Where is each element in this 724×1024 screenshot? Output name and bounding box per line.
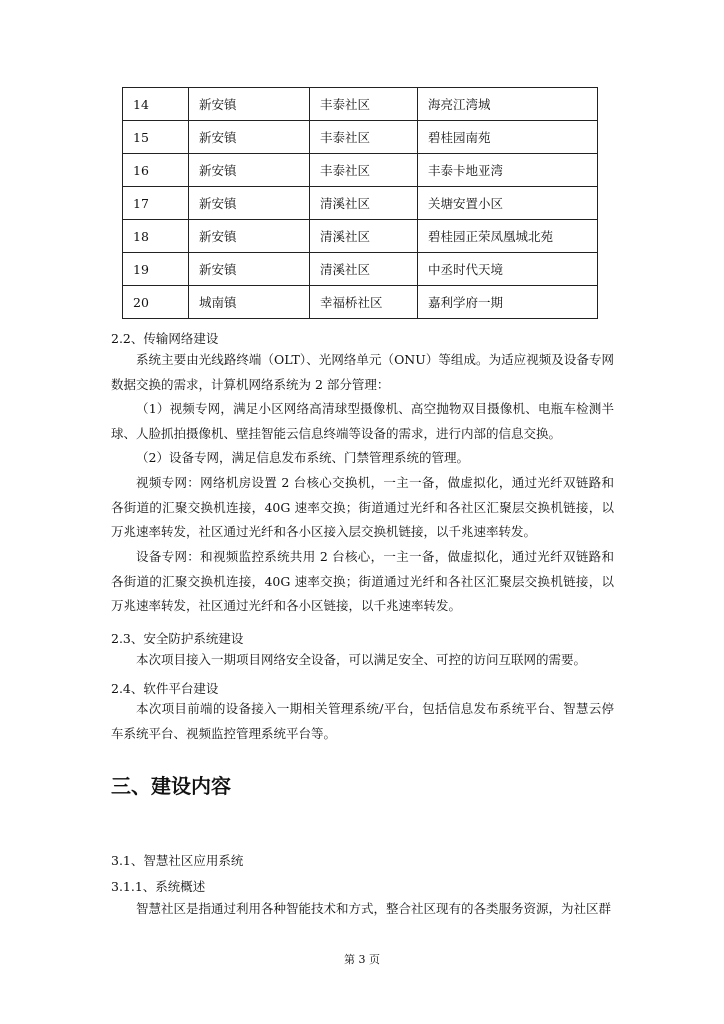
section-2-2-heading: 2.2、传输网络建设 [111,331,219,346]
section-2-2-para-4: 视频专网：网络机房设置 2 台核心交换机，一主一备，做虚拟化，通过光纤双链路和各街道的汇聚交换机连接，40G 速率交换；街道通过光纤和各社区汇聚层交换机链接，以万兆速率转发，社区通过光纤和各小区接入层交换机链接，以千兆速率转发。 [111,475,614,540]
section-3-1-1-para-1: 智慧社区是指通过利用各种智能技术和方式，整合社区现有的各类服务资源，为社区群 [136,901,612,916]
table-cell: 碧桂园正荣凤凰城北苑 [418,220,598,253]
table-row [123,253,598,286]
table-row [123,121,598,154]
section-2-2-para-1: 系统主要由光线路终端（OLT）、光网络单元（ONU）等组成。为适应视频及设备专网数据交换的需求，计算机网络系统为 2 部分管理： [111,352,614,392]
table-cell: 18 [123,220,189,253]
table-cell: 清溪社区 [310,253,418,286]
section-3-1-1-heading: 3.1.1、系统概述 [111,879,206,894]
table-cell: 清溪社区 [310,187,418,220]
section-2-2-para-2: （1）视频专网，满足小区网络高清球型摄像机、高空抛物双目摄像机、电瓶车检测半球、人脸抓拍摄像机、壁挂智能云信息终端等设备的需求，进行内部的信息交换。 [111,401,614,441]
table-row [123,220,598,253]
table-cell: 新安镇 [189,88,310,121]
table-cell: 15 [123,121,189,154]
table-cell: 新安镇 [189,121,310,154]
table-cell: 丰泰卡地亚湾 [418,154,598,187]
table-cell: 嘉利学府一期 [418,286,598,319]
table-cell: 丰泰社区 [310,154,418,187]
table-row [123,286,598,319]
page-number: 第 3 页 [344,953,380,966]
table-cell: 海亮江湾城 [418,88,598,121]
table-cell: 幸福桥社区 [310,286,418,319]
chapter-3-title: 三、建设内容 [111,774,231,798]
section-2-3-para-1: 本次项目接入一期项目网络安全设备，可以满足安全、可控的访问互联网的需要。 [136,652,587,667]
section-2-2-para-5: 设备专网：和视频监控系统共用 2 台核心，一主一备，做虚拟化，通过光纤双链路和各街道的汇聚交换机连接，40G 速率交换；街道通过光纤和各社区汇聚层交换机链接，以万兆速率转发，社区通过光纤和各小区链接，以千兆速率转发。 [111,549,614,614]
table-cell: 中丞时代天境 [418,253,598,286]
table-cell: 关塘安置小区 [418,187,598,220]
table-row [123,88,598,121]
section-2-2-para-3: （2）设备专网，满足信息发布系统、门禁管理系统的管理。 [136,450,469,465]
table-cell: 丰泰社区 [310,88,418,121]
section-2-3-heading: 2.3、安全防护系统建设 [111,631,244,646]
section-3-1-heading: 3.1、智慧社区应用系统 [111,853,244,868]
table-row [123,187,598,220]
section-2-4-heading: 2.4、软件平台建设 [111,681,219,696]
table-cell: 城南镇 [189,286,310,319]
table-row [123,154,598,187]
table-cell: 新安镇 [189,187,310,220]
table-cell: 新安镇 [189,154,310,187]
table-cell: 19 [123,253,189,286]
table-cell: 碧桂园南苑 [418,121,598,154]
table-cell: 丰泰社区 [310,121,418,154]
table-cell: 16 [123,154,189,187]
community-table [122,87,598,319]
table-cell: 清溪社区 [310,220,418,253]
table-cell: 新安镇 [189,220,310,253]
table-cell: 17 [123,187,189,220]
table-cell: 20 [123,286,189,319]
table-cell: 新安镇 [189,253,310,286]
table-cell: 14 [123,88,189,121]
section-2-4-para-1: 本次项目前端的设备接入一期相关管理系统/平台，包括信息发布系统平台、智慧云停车系统平台、视频监控管理系统平台等。 [111,701,614,741]
